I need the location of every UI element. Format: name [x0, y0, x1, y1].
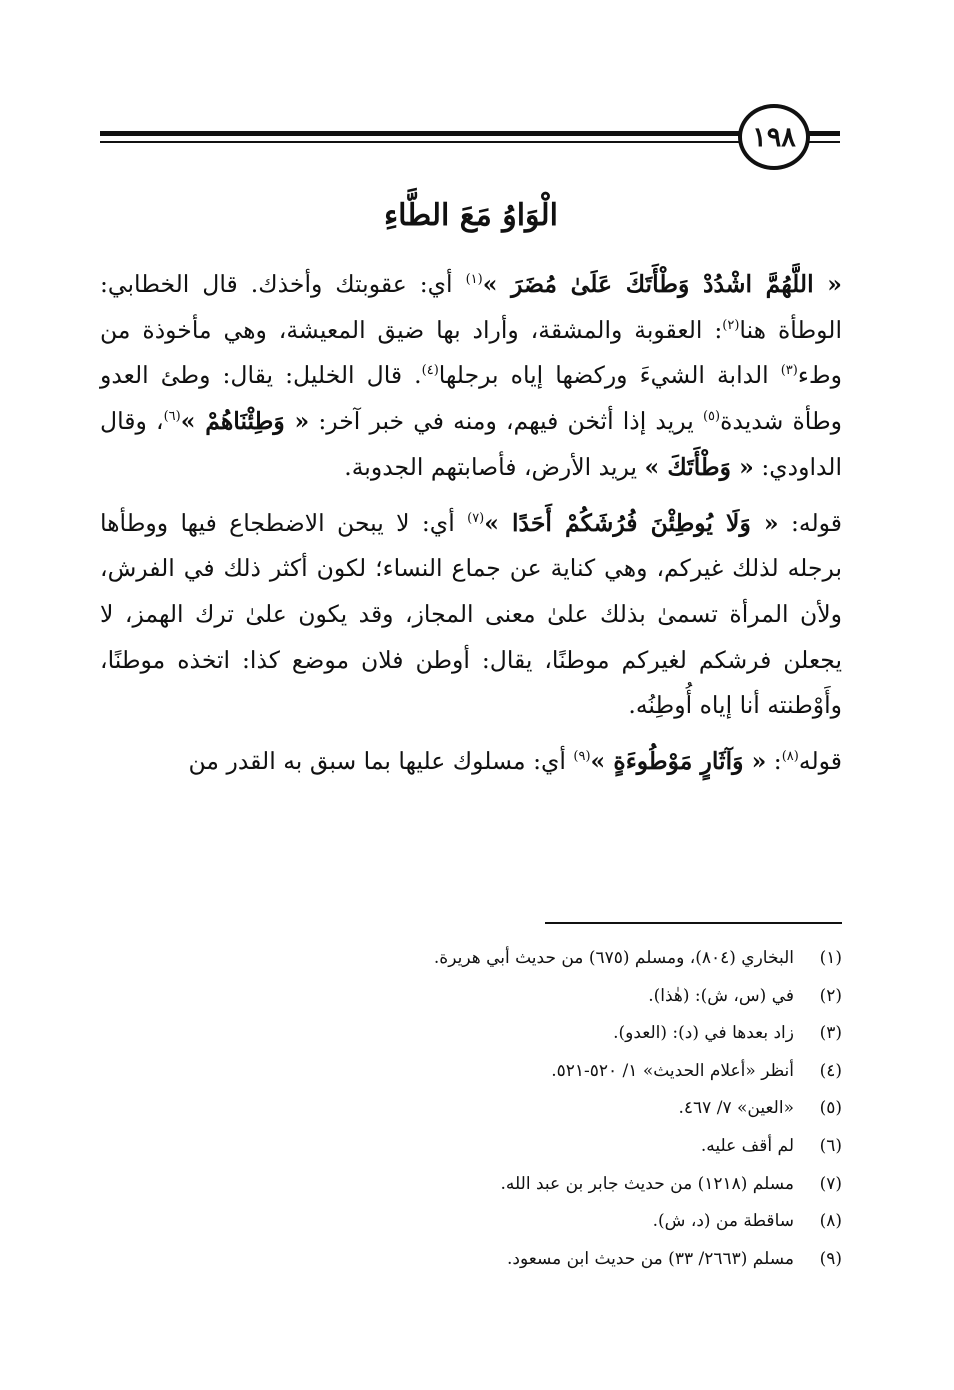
- footnote-ref-7: (٧): [467, 510, 485, 526]
- body-text: أي: عقوبتك وأخذك. قال الخطابي: الوطأة هنا: [100, 270, 842, 344]
- section-title: الْوَاوُ مَعَ الطَّاءِ: [383, 198, 559, 233]
- main-text: [100, 262, 842, 785]
- body-text: قوله:: [778, 508, 842, 537]
- footnote-text: مسلم (١٢١٨) من حديث جابر بن عبد الله.: [500, 1173, 794, 1194]
- footnote-ref-1: (١): [465, 272, 483, 288]
- footnote-text: «العين» ٧/ ٤٦٧.: [678, 1098, 794, 1119]
- footnote-item: [100, 1166, 842, 1204]
- footnote-ref-9: (٩): [573, 749, 591, 765]
- footnotes: [100, 940, 842, 1278]
- footnote-text: مسلم (٢٦٦٣/ ٣٣) من حديث ابن مسعود.: [507, 1248, 794, 1269]
- footnote-number: (٦): [819, 1135, 842, 1156]
- footnote-text: البخاري (٨٠٤)، ومسلم (٦٧٥) من حديث أبي هريرة.: [433, 948, 794, 968]
- paragraph-3: [100, 739, 842, 785]
- header-rule-right-thin: [808, 141, 840, 143]
- body-text: يريد الأرض، فأصابتهم الجدوبة.: [344, 452, 645, 481]
- footnote-item: [100, 940, 842, 978]
- body-text: الدابة الشيءَ وركضها إياه برجلها: [438, 361, 781, 390]
- body-text: : العقوبة والمشقة، وأراد بها ضيق المعيشة، وهي مأخوذة من وطء: [100, 315, 842, 390]
- footnote-ref-6: (٦): [163, 409, 181, 425]
- footnote-number: (٥): [819, 1098, 842, 1119]
- body-text: ، وقال الداودي:: [100, 407, 842, 481]
- footnote-ref-2: (٢): [722, 317, 740, 333]
- body-text: أي: لا يبحن الاضطجاع فيها ووطأها برجله لذلك غيركم، وهي كناية عن جماع النساء؛ لكون أكثر ذلك في الفرش، ولأن المرأة تسمىٰ بذلك علىٰ معنى المجاز، وقد يكون علىٰ ترك الهمز، لا يجعلن فرشكم لغيركم موطنًا، يقال: أوطن فلان موضع كذا: اتخذه موطنًا، وأَوْطنته أنا إياه أُوطِنُه.: [100, 508, 842, 720]
- footnote-ref-8: (٨): [781, 749, 799, 765]
- header-rule-right: [808, 131, 840, 136]
- footnote-text: زاد بعدها في (د): (العدو).: [613, 1023, 794, 1044]
- footnote-item: [100, 1053, 842, 1091]
- footnote-ref-5: (٥): [702, 409, 721, 425]
- footnote-text: أنظر «أعلام الحديث» ١/ ٥٢٠-٥٢١.: [551, 1060, 794, 1081]
- footnote-item: [100, 1090, 842, 1128]
- footnote-number: (٧): [819, 1173, 842, 1194]
- paragraph-2: [100, 501, 842, 730]
- hadith-quote: « وَطْأَتَكَ »: [644, 452, 754, 481]
- hadith-quote: « وَلَا يُوطِئْنَ فُرُشَكُمْ أَحَدًا »: [484, 508, 779, 537]
- footnote-item: [100, 1203, 842, 1241]
- footnote-ref-4: (٤): [421, 363, 439, 379]
- header-rule-thick: [100, 131, 740, 136]
- hadith-quote: « وَطِئْنَاهُمْ »: [180, 407, 310, 436]
- footnote-item: [100, 978, 842, 1016]
- body-text: :: [766, 747, 782, 776]
- page-number: ١٩٨: [738, 104, 810, 170]
- footnote-text: ساقطة من (د، ش).: [652, 1211, 794, 1232]
- footnote-ref-3: (٣): [780, 363, 798, 379]
- body-text: . قال الخليل: يقال: وطئ العدو وطأة شديدة: [100, 361, 842, 436]
- footnote-number: (٢): [819, 985, 842, 1006]
- footnote-number: (٣): [819, 1023, 842, 1044]
- footnote-number: (٤): [819, 1060, 842, 1081]
- body-text: أي: مسلوك عليها بما سبق به القدر من: [188, 747, 574, 776]
- footnote-item: [100, 1015, 842, 1053]
- footnote-separator: [545, 922, 842, 924]
- paragraph-1: [100, 262, 842, 491]
- footnote-text: في (س، ش): (هٰذا).: [648, 985, 794, 1006]
- header-rule-thin: [100, 141, 740, 143]
- body-text: يريد إذا أثخن فيهم، ومنه في خبر آخر:: [309, 407, 703, 436]
- footnote-text: لم أقف عليه.: [700, 1135, 794, 1156]
- footnote-number: (٨): [819, 1211, 842, 1232]
- footnote-item: [100, 1241, 842, 1279]
- body-text: قوله: [798, 747, 842, 776]
- footnote-item: [100, 1128, 842, 1166]
- footnote-number: (١): [819, 948, 842, 968]
- footnote-number: (٩): [819, 1248, 842, 1269]
- hadith-quote: « وَآثَارٍ مَوْطُوءَةٍ »: [590, 747, 767, 776]
- hadith-quote: « اللَّهُمَّ اشْدُدْ وَطْأَتَكَ عَلَىٰ مُضَرَ »: [482, 270, 842, 298]
